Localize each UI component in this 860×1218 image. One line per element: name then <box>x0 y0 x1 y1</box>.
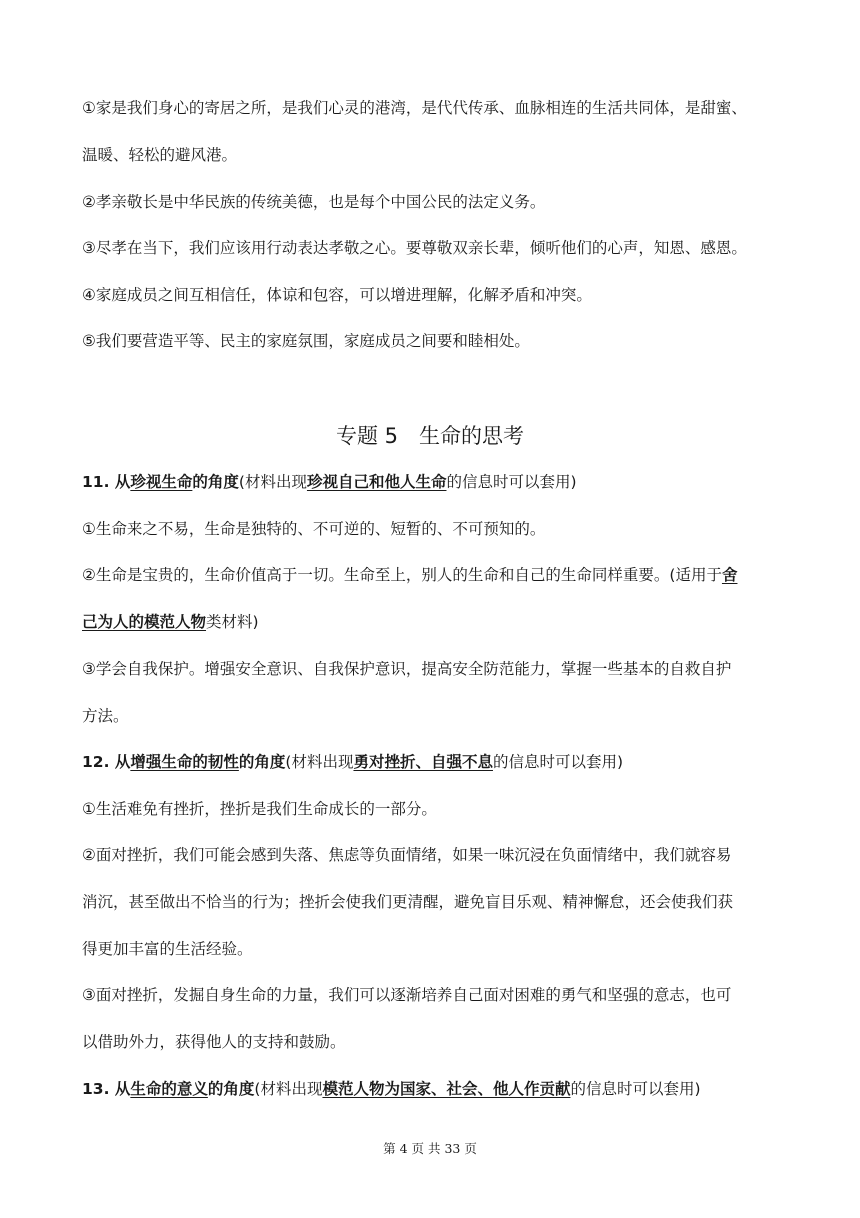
heading-11-pre: (材料出现 <box>238 473 307 491</box>
heading-12-post: 的信息时可以套用) <box>492 753 624 771</box>
paragraph-family-1-line1: ①家是我们身心的寄居之所，是我们心灵的港湾，是代代传承、血脉相连的生活共同体，是甜蜜、 <box>82 99 747 117</box>
heading-13-pre: (材料出现 <box>254 1080 323 1098</box>
paragraph-11-2-underlined: 舍 <box>721 566 738 584</box>
heading-11-mid: 的角度 <box>192 473 239 491</box>
heading-11-key: 珍视生命 <box>130 473 193 491</box>
paragraph-family-3: ③尽孝在当下，我们应该用行动表达孝敬之心。要尊敬双亲长辈，倾听他们的心声，知恩、感恩。 <box>82 239 747 257</box>
paragraph-11-3-line1: ③学会自我保护。增强安全意识、自我保护意识，提高安全防范能力，掌握一些基本的自救自护 <box>82 660 732 678</box>
heading-11-material: 珍视自己和他人生命 <box>306 473 447 491</box>
paragraph-12-2-line2: 消沉，甚至做出不恰当的行为；挫折会使我们更清醒，避免盲目乐观、精神懈怠，还会使我们获 <box>82 893 734 911</box>
paragraph-11-3-line2: 方法。 <box>82 707 129 725</box>
paragraph-11-2-line1 <box>82 563 782 587</box>
heading-11-number: 11. 从 <box>82 473 131 491</box>
heading-13-material: 模范人物为国家、社会、他人作贡献 <box>322 1080 571 1098</box>
paragraph-11-1: ①生命来之不易，生命是独特的、不可逆的、短暂的、不可预知的。 <box>82 520 546 538</box>
heading-13-mid: 的角度 <box>207 1080 255 1098</box>
paragraph-11-2-line2 <box>82 610 782 634</box>
paragraph-12-1: ①生活难免有挫折，挫折是我们生命成长的一部分。 <box>82 800 437 818</box>
heading-13 <box>82 1077 782 1101</box>
heading-12-number: 12. 从 <box>82 753 131 771</box>
paragraph-12-2-line1: ②面对挫折，我们可能会感到失落、焦虑等负面情绪，如果一味沉浸在负面情绪中，我们就容易 <box>82 846 732 864</box>
paragraph-12-2-line3: 得更加丰富的生活经验。 <box>82 940 253 958</box>
heading-13-post: 的信息时可以套用) <box>570 1080 701 1098</box>
heading-12 <box>82 750 782 774</box>
heading-11 <box>82 470 782 494</box>
paragraph-11-2-underlined-cont: 己为人的模范人物 <box>82 613 207 631</box>
heading-12-mid: 的角度 <box>238 753 286 771</box>
page-footer: 第 4 页 共 33 页 <box>383 1141 477 1156</box>
section-title: 专题 5 生命的思考 <box>335 424 525 448</box>
paragraph-family-2: ②孝亲敬长是中华民族的传统美德，也是每个中国公民的法定义务。 <box>82 193 546 211</box>
heading-12-key: 增强生命的韧性 <box>130 753 239 771</box>
heading-13-number: 13. 从 <box>82 1080 131 1098</box>
paragraph-family-4: ④家庭成员之间互相信任，体谅和包容，可以增进理解，化解矛盾和冲突。 <box>82 286 592 304</box>
paragraph-11-2-text: ②生命是宝贵的，生命价值高于一切。生命至上，别人的生命和自己的生命同样重要。(适用于 <box>82 566 722 584</box>
heading-12-pre: (材料出现 <box>285 753 354 771</box>
heading-11-post: 的信息时可以套用) <box>446 473 577 491</box>
paragraph-12-3-line1: ③面对挫折，发掘自身生命的力量，我们可以逐渐培养自己面对困难的勇气和坚强的意志，也可 <box>82 986 732 1004</box>
heading-12-material: 勇对挫折、自强不息 <box>353 753 493 771</box>
paragraph-family-5: ⑤我们要营造平等、民主的家庭氛围，家庭成员之间要和睦相处。 <box>82 332 530 350</box>
paragraph-12-3-line2: 以借助外力，获得他人的支持和鼓励。 <box>82 1033 346 1051</box>
paragraph-family-1-line2: 温暖、轻松的避风港。 <box>82 146 238 164</box>
paragraph-11-2-tail: 类材料) <box>206 613 259 631</box>
heading-13-key: 生命的意义 <box>130 1080 208 1098</box>
